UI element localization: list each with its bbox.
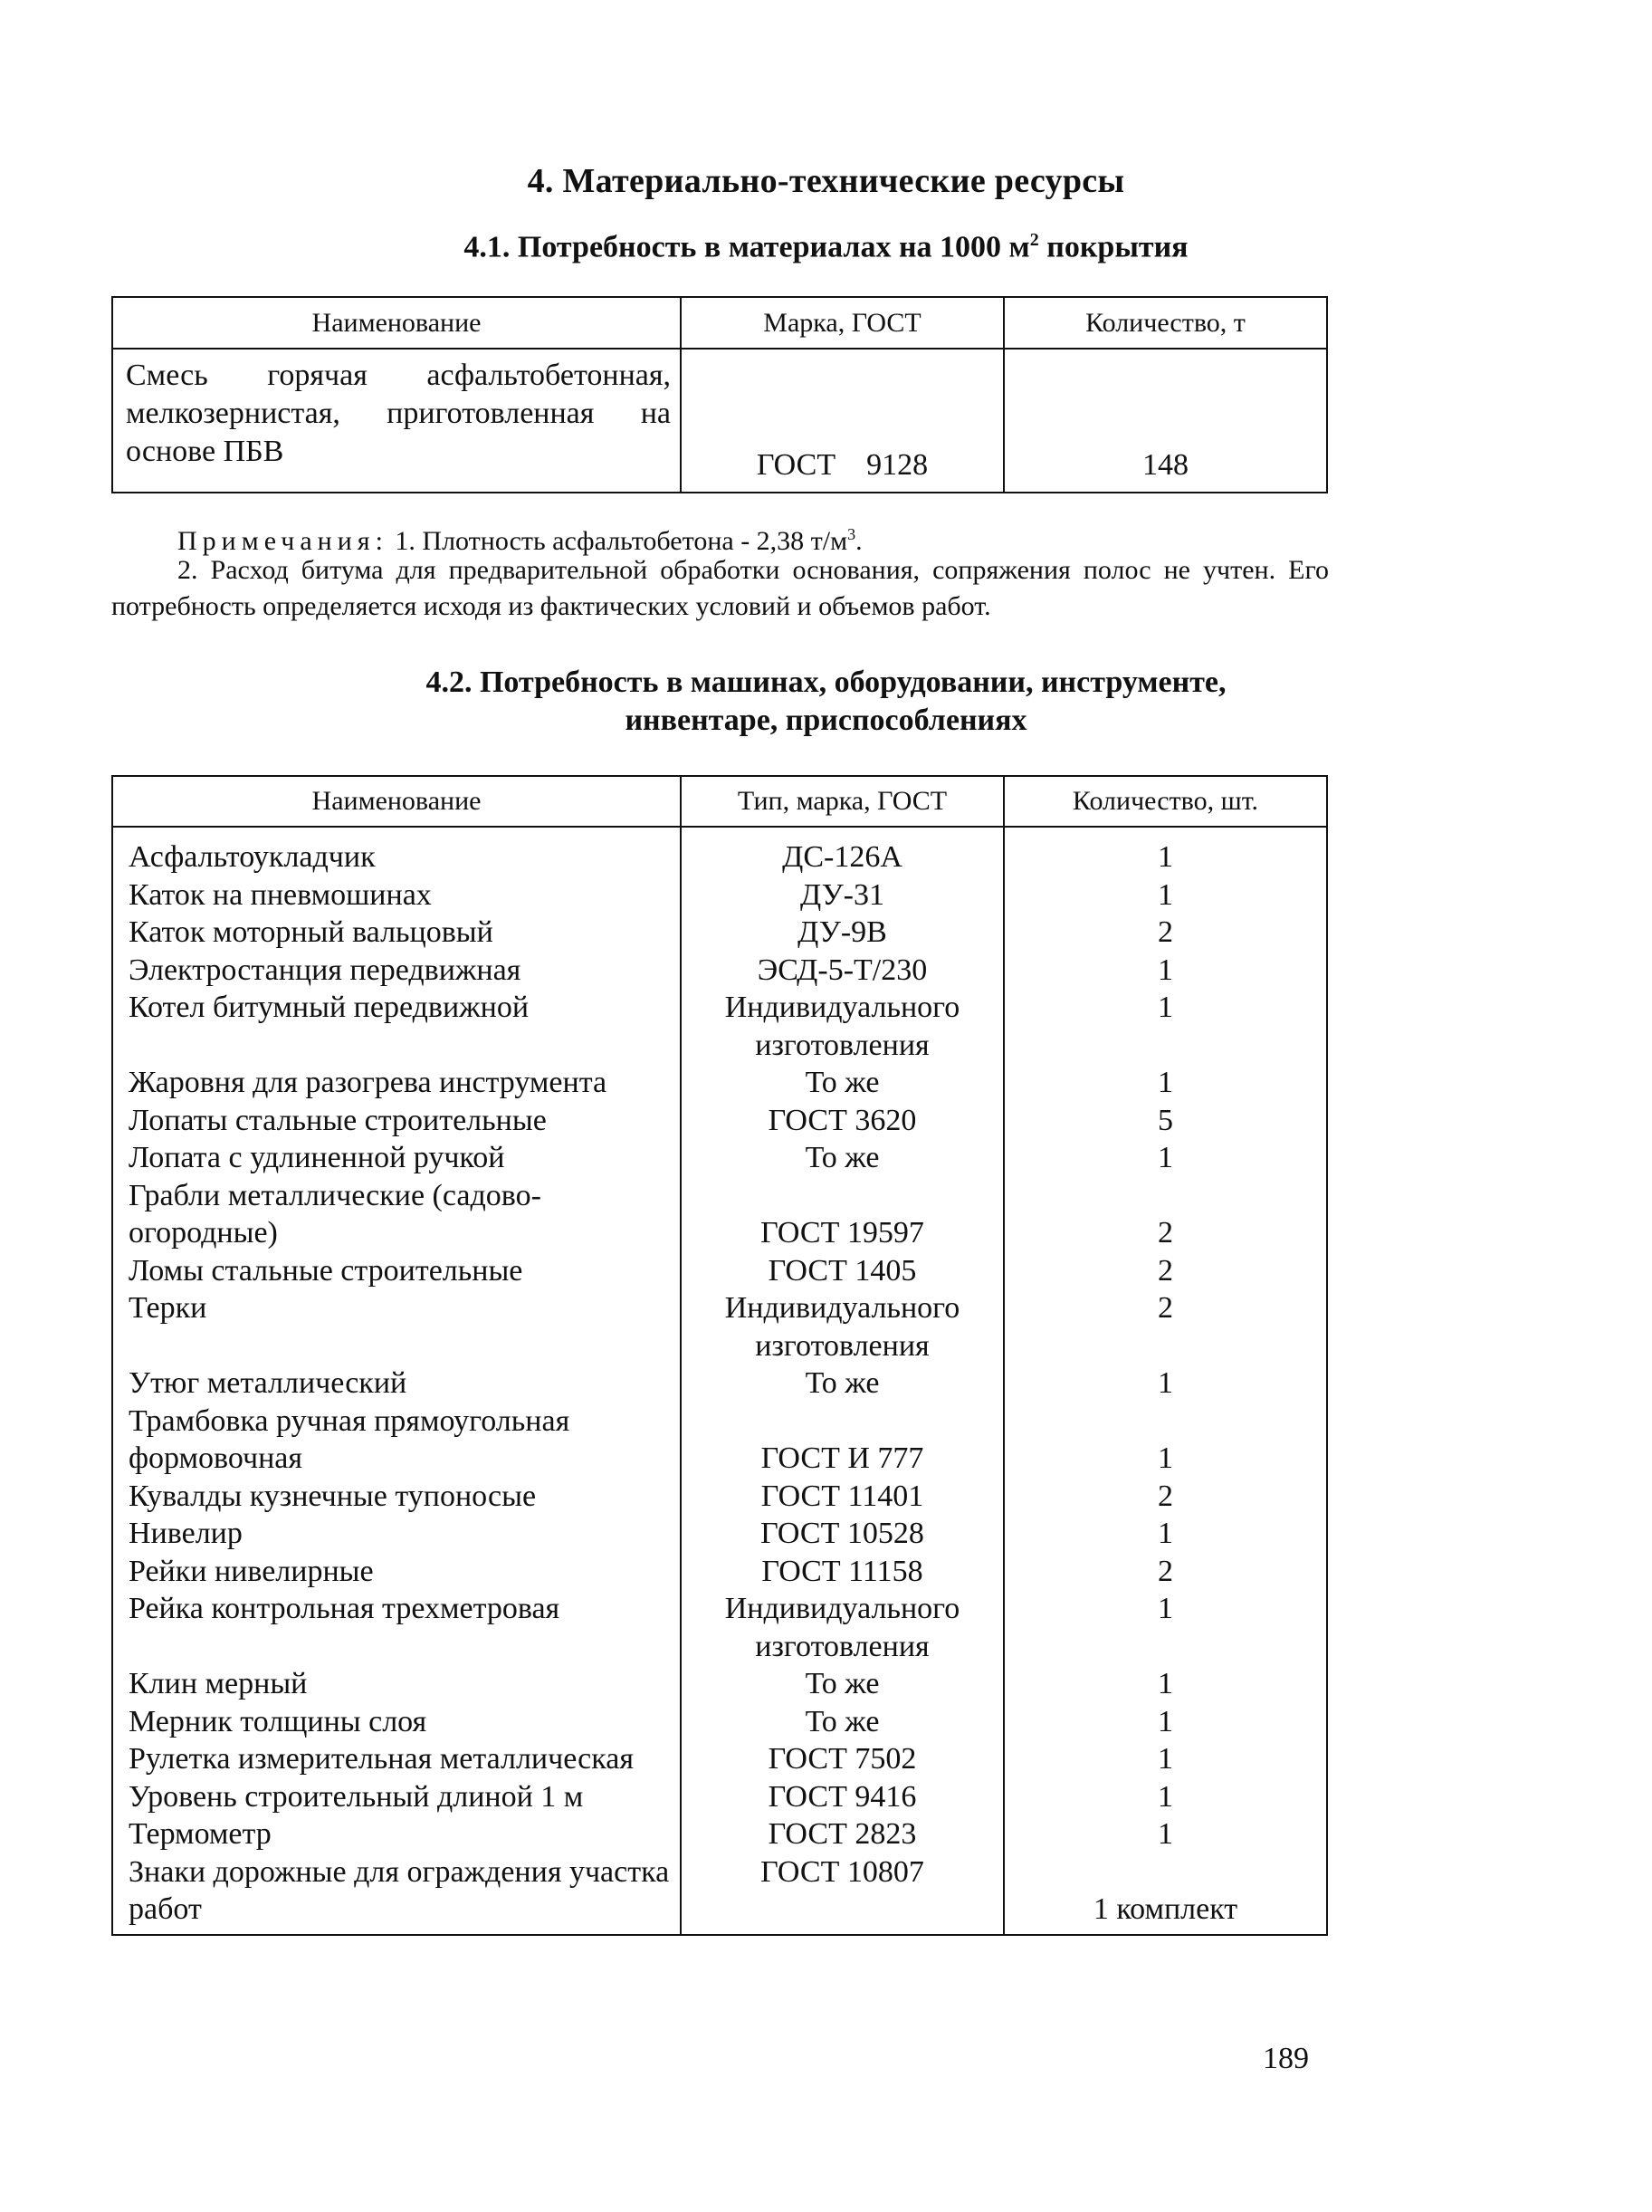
section-heading: 4. Материально-технические ресурсы <box>527 162 1125 200</box>
equipment-table-body <box>112 827 1327 1935</box>
table-row <box>112 1252 1327 1290</box>
equipment-quantity: 1 <box>1004 1815 1327 1853</box>
notes-label: Примечания: <box>177 526 388 556</box>
equipment-name: Кувалды кузнечные тупоносые <box>112 1478 681 1516</box>
table-row <box>112 1403 1327 1478</box>
table-row <box>112 876 1327 914</box>
equipment-quantity: 1 <box>1004 1515 1327 1553</box>
equipment-grade: То же <box>681 1139 1004 1177</box>
material-grade-text: ГОСТ 9128 <box>756 448 929 482</box>
equipment-grade: То же <box>681 1064 1004 1102</box>
equipment-quantity: 2 <box>1004 914 1327 952</box>
equipment-name: Лопаты стальные строительные <box>112 1102 681 1140</box>
equipment-name: Котел битумный передвижной <box>112 989 681 1064</box>
equipment-quantity: 2 <box>1004 1289 1327 1365</box>
table-row <box>112 989 1327 1064</box>
equipment-name: Грабли металлические (садово-огородные) <box>112 1177 681 1252</box>
equipment-name: Каток моторный вальцовый <box>112 914 681 952</box>
note-1-text: 1. Плотность асфальтобетона - 2,38 т/м <box>387 526 848 556</box>
equipment-name: Терки <box>112 1289 681 1365</box>
materials-table-header <box>112 297 1327 349</box>
equipment-quantity: 1 <box>1004 1740 1327 1778</box>
equipment-quantity: 1 <box>1004 1139 1327 1177</box>
table-row <box>112 1815 1327 1853</box>
equipment-grade: ГОСТ 11401 <box>681 1478 1004 1516</box>
equipment-name: Жаровня для разогрева инструмента <box>112 1064 681 1102</box>
table-row <box>112 1590 1327 1665</box>
table-row <box>112 1740 1327 1778</box>
equipment-grade: ГОСТ И 777 <box>681 1403 1004 1478</box>
equipment-grade: ГОСТ 19597 <box>681 1177 1004 1252</box>
equipment-grade: То же <box>681 1665 1004 1703</box>
column-header-name: Наименование <box>112 776 681 827</box>
table-row <box>112 1177 1327 1252</box>
equipment-name: Каток на пневмошинах <box>112 876 681 914</box>
material-quantity: 148 <box>1004 349 1327 493</box>
table-row <box>112 952 1327 990</box>
equipment-name: Трамбовка ручная прямоугольная формовочная <box>112 1403 681 1478</box>
equipment-grade: ГОСТ 10528 <box>681 1515 1004 1553</box>
equipment-grade: ГОСТ 1405 <box>681 1252 1004 1290</box>
equipment-name: Мерник толщины слоя <box>112 1703 681 1741</box>
equipment-grade: То же <box>681 1703 1004 1741</box>
table-row <box>112 1515 1327 1553</box>
equipment-name: Нивелир <box>112 1515 681 1553</box>
equipment-subheading-line-1: 4.2. Потребность в машинах, оборудовании, инструменте, <box>425 666 1227 699</box>
table-row <box>112 1853 1327 1935</box>
materials-table <box>111 296 1328 493</box>
table-row <box>112 1365 1327 1403</box>
equipment-quantity: 1 <box>1004 827 1327 876</box>
equipment-grade: ДУ-9В <box>681 914 1004 952</box>
equipment-quantity: 1 <box>1004 1403 1327 1478</box>
table-row <box>112 1102 1327 1140</box>
equipment-quantity: 1 <box>1004 1703 1327 1741</box>
equipment-quantity: 1 <box>1004 876 1327 914</box>
equipment-quantity: 1 комплект <box>1004 1853 1327 1935</box>
equipment-name: Знаки дорожные для ограждения участка работ <box>112 1853 681 1935</box>
equipment-subheading <box>0 664 1652 740</box>
equipment-name: Ломы стальные строительные <box>112 1252 681 1290</box>
note-1-superscript: 3 <box>847 525 856 543</box>
equipment-name: Утюг металлический <box>112 1365 681 1403</box>
equipment-name: Уровень строительный длиной 1 м <box>112 1778 681 1816</box>
equipment-subheading-line-2: инвентаре, приспособлениях <box>625 704 1027 737</box>
table-row <box>112 1778 1327 1816</box>
table-row <box>112 1139 1327 1177</box>
equipment-quantity: 5 <box>1004 1102 1327 1140</box>
equipment-quantity: 1 <box>1004 1365 1327 1403</box>
material-grade <box>681 349 1004 493</box>
equipment-quantity: 1 <box>1004 1665 1327 1703</box>
equipment-table <box>111 775 1328 1936</box>
table-row <box>112 349 1327 493</box>
table-row <box>112 1553 1327 1591</box>
equipment-quantity: 2 <box>1004 1252 1327 1290</box>
table-row <box>112 1478 1327 1516</box>
column-header-grade: Марка, ГОСТ <box>681 297 1004 349</box>
table-row <box>112 1665 1327 1703</box>
equipment-name: Асфальтоукладчик <box>112 827 681 876</box>
material-name: Смесь горячая асфальтобетонная, мелкозернистая, приготовленная на основе ПБВ <box>112 349 681 493</box>
equipment-quantity: 2 <box>1004 1553 1327 1591</box>
table-row <box>112 914 1327 952</box>
equipment-name: Рулетка измерительная металлическая <box>112 1740 681 1778</box>
equipment-quantity: 2 <box>1004 1177 1327 1252</box>
materials-subheading <box>0 230 1652 264</box>
equipment-quantity: 1 <box>1004 952 1327 990</box>
equipment-table-header <box>112 776 1327 827</box>
equipment-grade: Индивидуального изготовления <box>681 989 1004 1064</box>
materials-subheading-text: 4.1. Потребность в материалах на 1000 м <box>463 230 1030 264</box>
equipment-grade: ГОСТ 3620 <box>681 1102 1004 1140</box>
equipment-grade: ДУ-31 <box>681 876 1004 914</box>
equipment-quantity: 1 <box>1004 1590 1327 1665</box>
materials-subheading-superscript: 2 <box>1029 230 1039 250</box>
equipment-name: Рейка контрольная трехметровая <box>112 1590 681 1665</box>
equipment-quantity: 1 <box>1004 1064 1327 1102</box>
equipment-grade: ДС-126А <box>681 827 1004 876</box>
equipment-name: Рейки нивелирные <box>112 1553 681 1591</box>
equipment-grade: ГОСТ 7502 <box>681 1740 1004 1778</box>
table-row <box>112 1064 1327 1102</box>
equipment-name: Термометр <box>112 1815 681 1853</box>
column-header-quantity: Количество, шт. <box>1004 776 1327 827</box>
column-header-type: Тип, марка, ГОСТ <box>681 776 1004 827</box>
page-number: 189 <box>1263 2042 1309 2075</box>
equipment-grade: ГОСТ 2823 <box>681 1815 1004 1853</box>
equipment-name: Лопата с удлиненной ручкой <box>112 1139 681 1177</box>
column-header-quantity: Количество, т <box>1004 297 1327 349</box>
equipment-grade: ГОСТ 9416 <box>681 1778 1004 1816</box>
equipment-quantity: 1 <box>1004 989 1327 1064</box>
materials-subheading-tail: покрытия <box>1038 230 1189 264</box>
equipment-grade: ГОСТ 10807 <box>681 1853 1004 1935</box>
table-row <box>112 1703 1327 1741</box>
equipment-grade: Индивидуального изготовления <box>681 1289 1004 1365</box>
equipment-name: Клин мерный <box>112 1665 681 1703</box>
table-row <box>112 1289 1327 1365</box>
equipment-grade: То же <box>681 1365 1004 1403</box>
table-row <box>112 827 1327 876</box>
equipment-grade: ГОСТ 11158 <box>681 1553 1004 1591</box>
equipment-quantity: 2 <box>1004 1478 1327 1516</box>
note-2: 2. Расход битума для предварительной обработки основания, сопряжения полос не учтен. Его потребность определяется исходя из фактических условий и объемов работ. <box>111 555 1329 621</box>
column-header-name: Наименование <box>112 297 681 349</box>
equipment-grade: Индивидуального изготовления <box>681 1590 1004 1665</box>
equipment-quantity: 1 <box>1004 1778 1327 1816</box>
note-1-end: . <box>855 526 863 556</box>
equipment-name: Электростанция передвижная <box>112 952 681 990</box>
equipment-grade: ЭСД-5-Т/230 <box>681 952 1004 990</box>
